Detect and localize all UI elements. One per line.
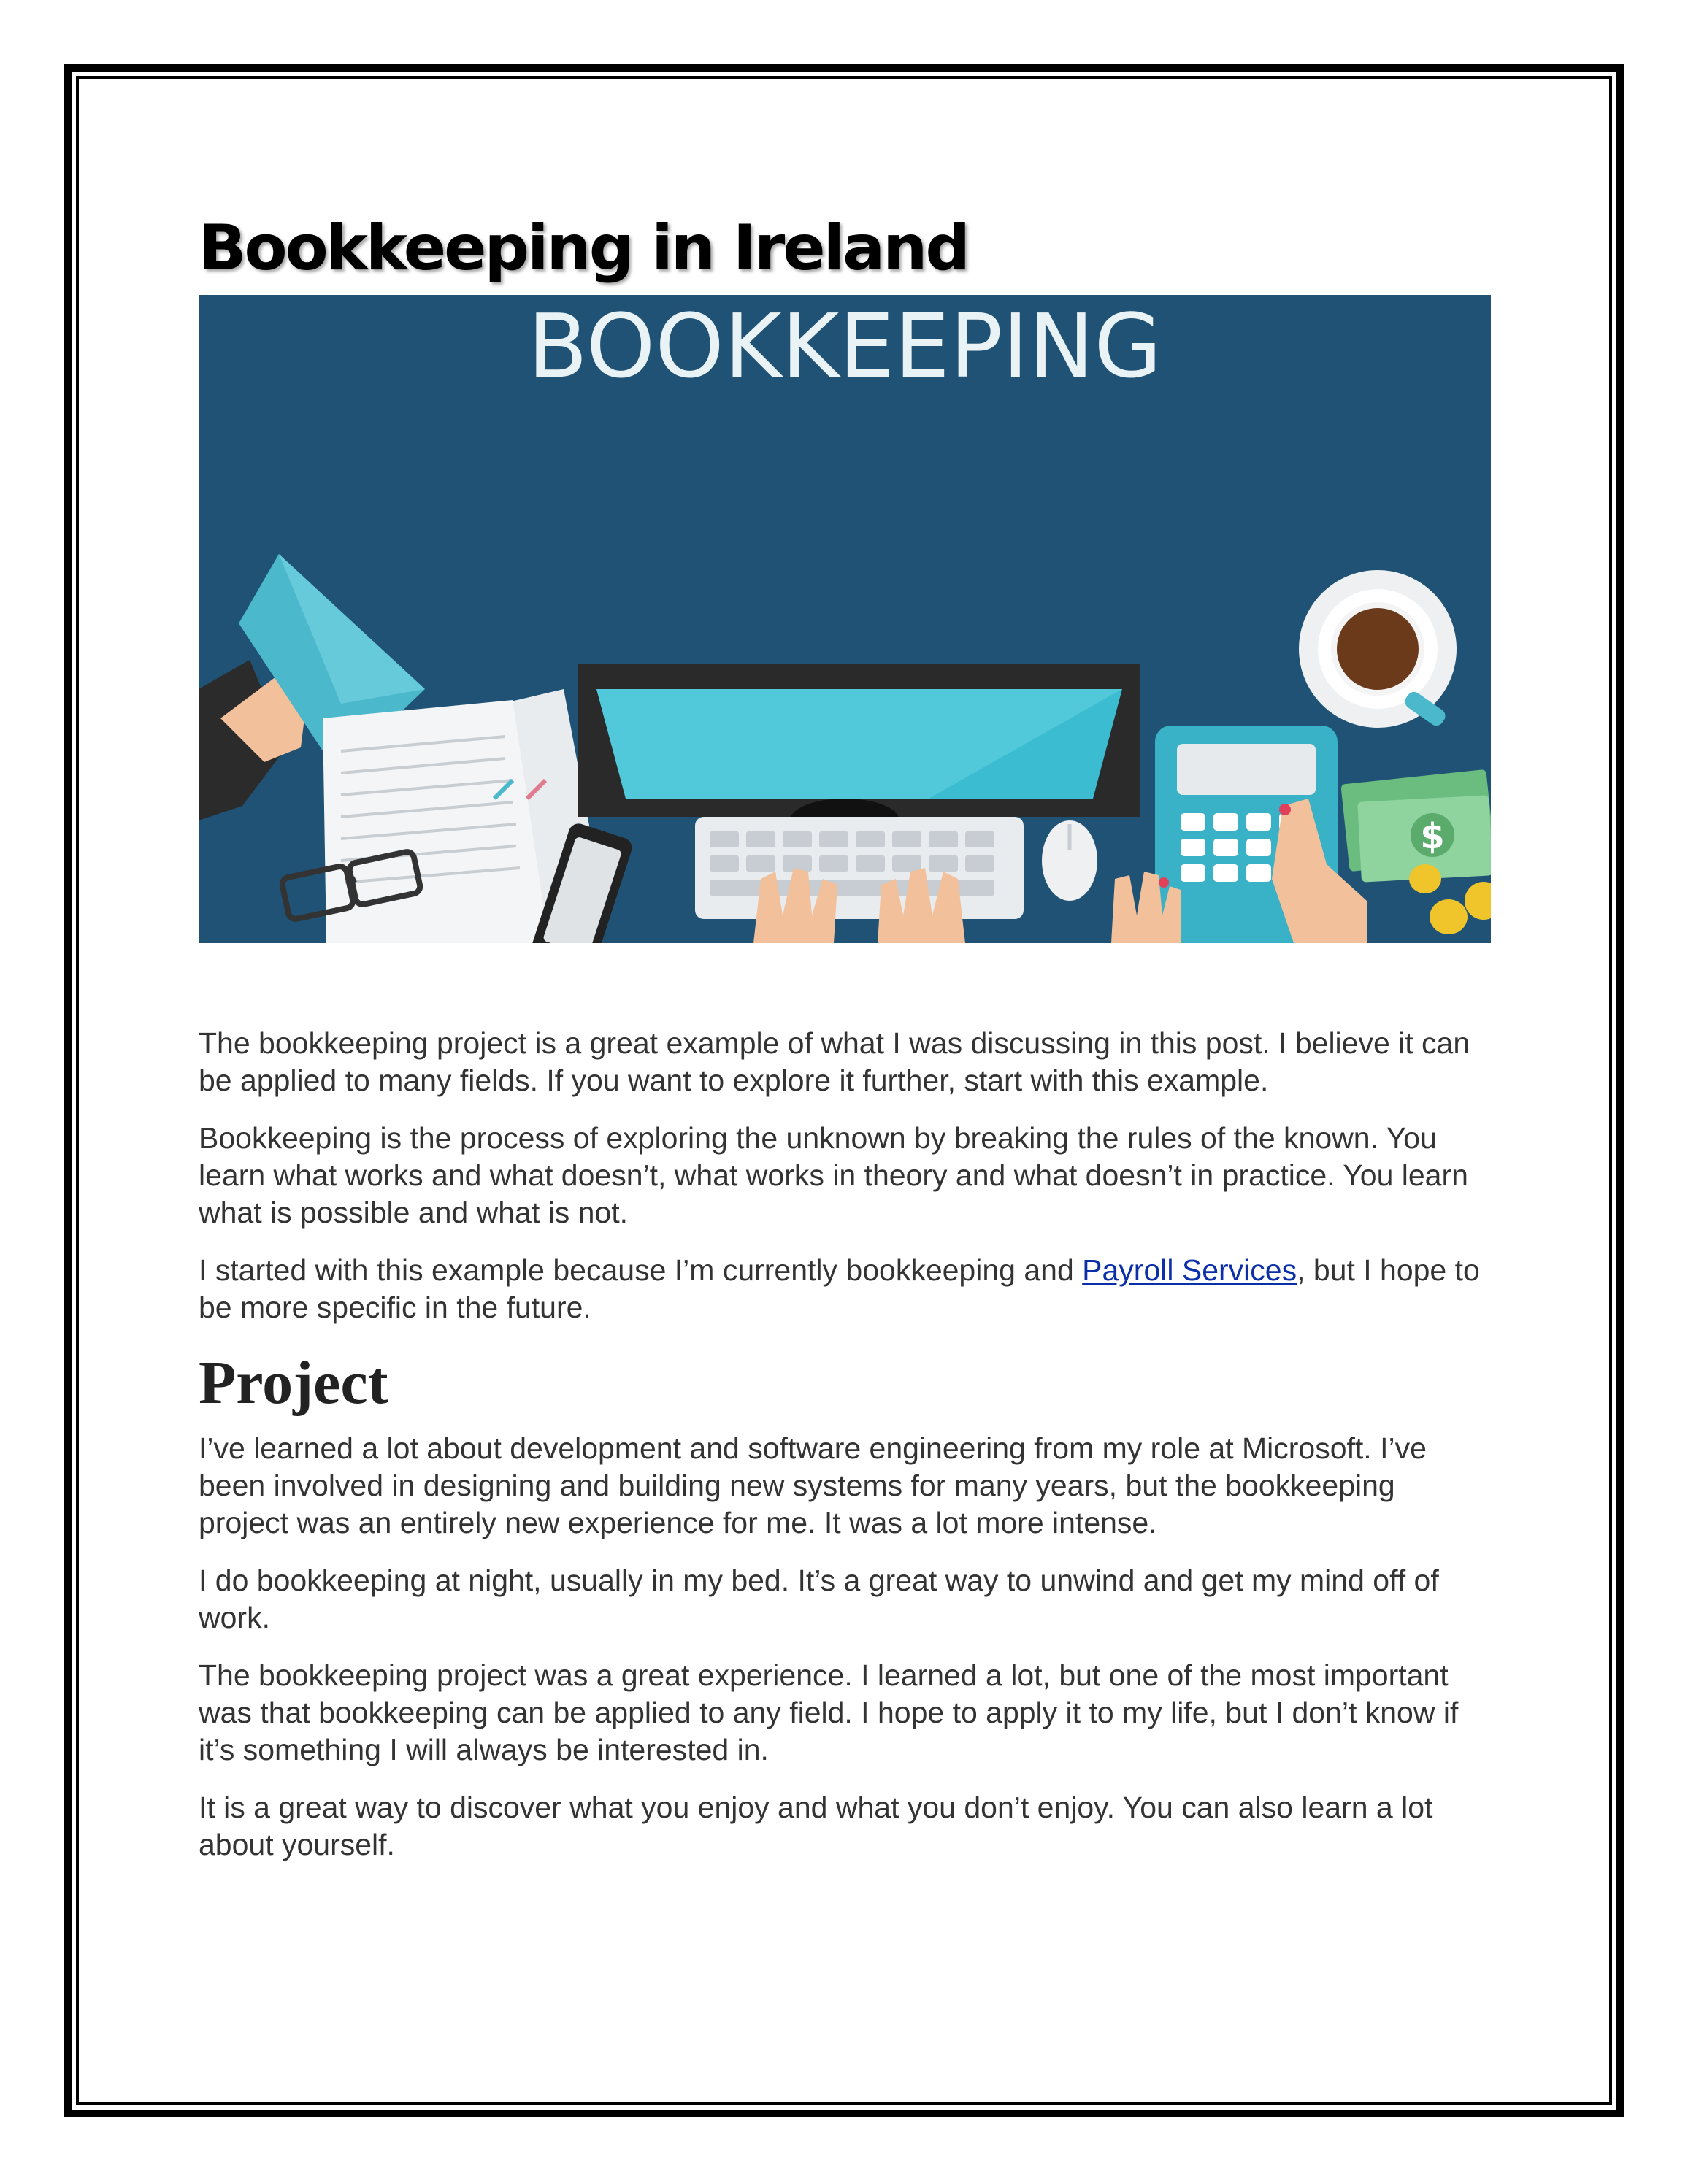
bookkeeping-hero-image [199, 295, 1491, 943]
intro-paragraph-1: The bookkeeping project is a great example of what I was discussing in this post. I believe it can be applied to many fields. If you want to explore it further, start with this example. [199, 1026, 1470, 1097]
page-title: Bookkeeping in Ireland [199, 212, 968, 285]
money-icon [1340, 769, 1491, 883]
intro-paragraph-3-after: , but I hope to be more specific in the future. [199, 1253, 1480, 1324]
coffee-cup-icon [1299, 570, 1457, 728]
calculator-icon [1155, 726, 1367, 943]
project-paragraph-4: It is a great way to discover what you enjoy and what you don’t enjoy. You can also learn a lot about yourself. [199, 1791, 1433, 1861]
document-content [199, 206, 1491, 1884]
project-paragraph-3: The bookkeeping project was a great experience. I learned a lot, but one of the most important was that bookkeeping can be applied to any field. I hope to apply it to my life, but I don’t know if it’s something I will always be interested in. [199, 1658, 1459, 1766]
monitor-icon [578, 664, 1140, 842]
money-currency-symbol: $ [1420, 816, 1445, 857]
hero-banner-text: BOOKKEEPING [527, 296, 1162, 398]
keyboard-icon [695, 817, 1024, 919]
intro-paragraph-2: Bookkeeping is the process of exploring the unknown by breaking the rules of the known. You learn what works and what doesn’t, what works in theory and what doesn’t in practice. You learn what is possible and what is not. [199, 1121, 1468, 1229]
intro-paragraph-3 [199, 1252, 1491, 1326]
intro-paragraph-3-before: I started with this example because I’m currently bookkeeping and [199, 1253, 1083, 1287]
project-paragraph-1: I’ve learned a lot about development and software engineering from my role at Microsoft. I’ve been involved in designing and building new systems for many years, but the bookkeeping project was an entirely new experience for me. It was a lot more intense. [199, 1431, 1427, 1539]
mouse-icon [1042, 820, 1097, 901]
project-heading: Project [199, 1349, 388, 1417]
payroll-services-link[interactable]: Payroll Services [1082, 1253, 1297, 1287]
project-paragraph-2: I do bookkeeping at night, usually in my bed. It’s a great way to unwind and get my mind off of work. [199, 1564, 1439, 1634]
